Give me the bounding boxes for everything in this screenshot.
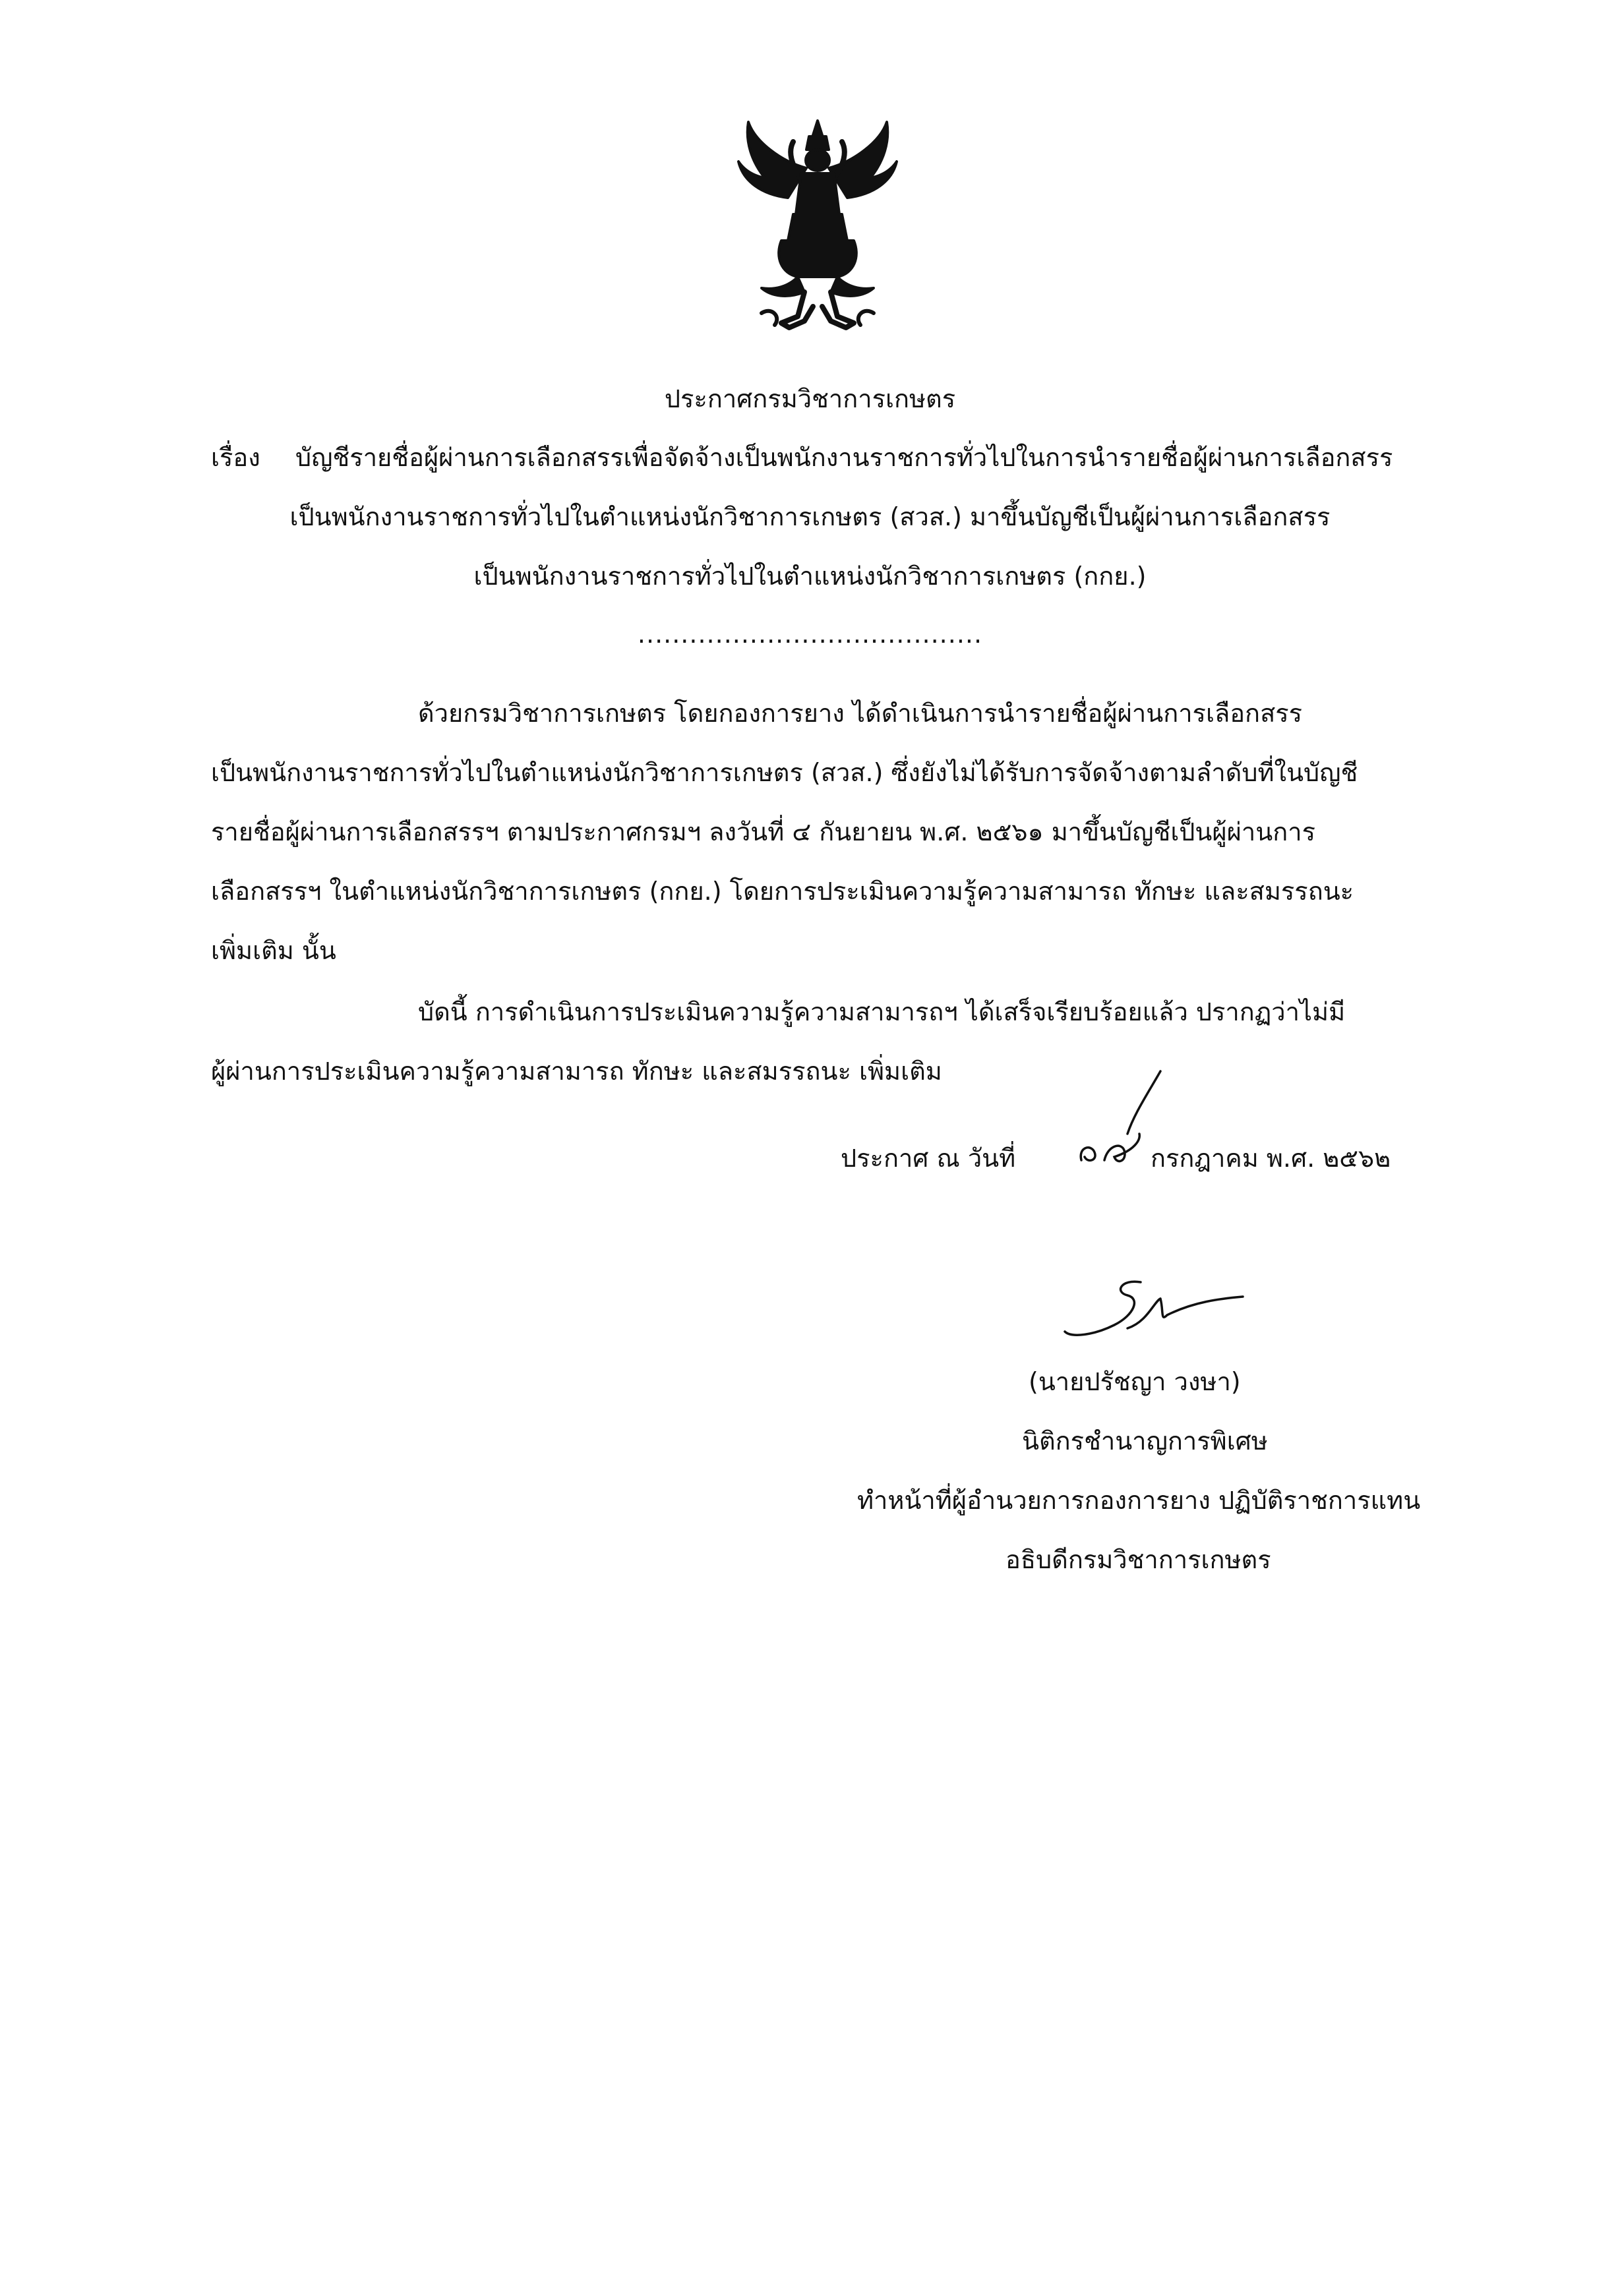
subject-line-1: บัญชีรายชื่อผู้ผ่านการเลือกสรรเพื่อจัดจ้างเป็นพนักงานราชการทั่วไปในการนำรายชื่อผู้ผ่านการเลือกสรร (295, 443, 1393, 472)
announce-month-year: กรกฎาคม พ.ศ. ๒๕๖๒ (1151, 1144, 1391, 1173)
garuda-emblem-icon (735, 115, 900, 333)
para2-line-2: ผู้ผ่านการประเมินความรู้ความสามารถ ทักษะ และสมรรถนะ เพิ่มเติม (211, 1057, 942, 1086)
subject-label: เรื่อง (211, 443, 260, 472)
announce-prefix: ประกาศ ณ วันที่ (841, 1144, 1016, 1173)
signatory-name: (นายปรัชญา วงษา) (1029, 1367, 1241, 1396)
para2-line-1: บัดนี้ การดำเนินการประเมินความรู้ความสามารถฯ ได้เสร็จเรียบร้อยแล้ว ปรากฏว่าไม่มี (418, 997, 1346, 1026)
para1-line-1: ด้วยกรมวิชาการเกษตร โดยกองการยาง ได้ดำเนินการนำรายชื่อผู้ผ่านการเลือกสรร (418, 699, 1303, 728)
handwritten-signature (1062, 1276, 1246, 1355)
signatory-acting: ทำหน้าที่ผู้อำนวยการกองการยาง ปฏิบัติราชการแทน (857, 1486, 1421, 1515)
para1-line-5: เพิ่มเติม นั้น (211, 936, 336, 965)
signatory-office: อธิบดีกรมวิชาการเกษตร (1005, 1545, 1271, 1574)
para1-line-2: เป็นพนักงานราชการทั่วไปในตำแหน่งนักวิชาการเกษตร (สวส.) ซึ่งยังไม่ได้รับการจัดจ้างตามลำดับที่ในบัญชี (211, 758, 1358, 787)
subject-line-3: เป็นพนักงานราชการทั่วไปในตำแหน่งนักวิชาการเกษตร (กกย.) (473, 562, 1147, 591)
signatory-position: นิติกรชำนาญการพิเศษ (1022, 1427, 1268, 1456)
announcement-title: ประกาศกรมวิชาการเกษตร (664, 384, 956, 413)
para1-line-3: รายชื่อผู้ผ่านการเลือกสรรฯ ตามประกาศกรมฯ ลงวันที่ ๔ กันยายน พ.ศ. ๒๕๖๑ มาขึ้นบัญชีเป็นผู้ผ่านการ (211, 817, 1316, 846)
separator-dots: ........................................ (637, 620, 983, 649)
para1-line-4: เลือกสรรฯ ในตำแหน่งนักวิชาการเกษตร (กกย.) โดยการประเมินความรู้ความสามารถ ทักษะ และสมรรถนะ (211, 877, 1354, 906)
subject-line-2: เป็นพนักงานราชการทั่วไปในตำแหน่งนักวิชาการเกษตร (สวส.) มาขึ้นบัญชีเป็นผู้ผ่านการเลือกสรร (289, 502, 1331, 531)
